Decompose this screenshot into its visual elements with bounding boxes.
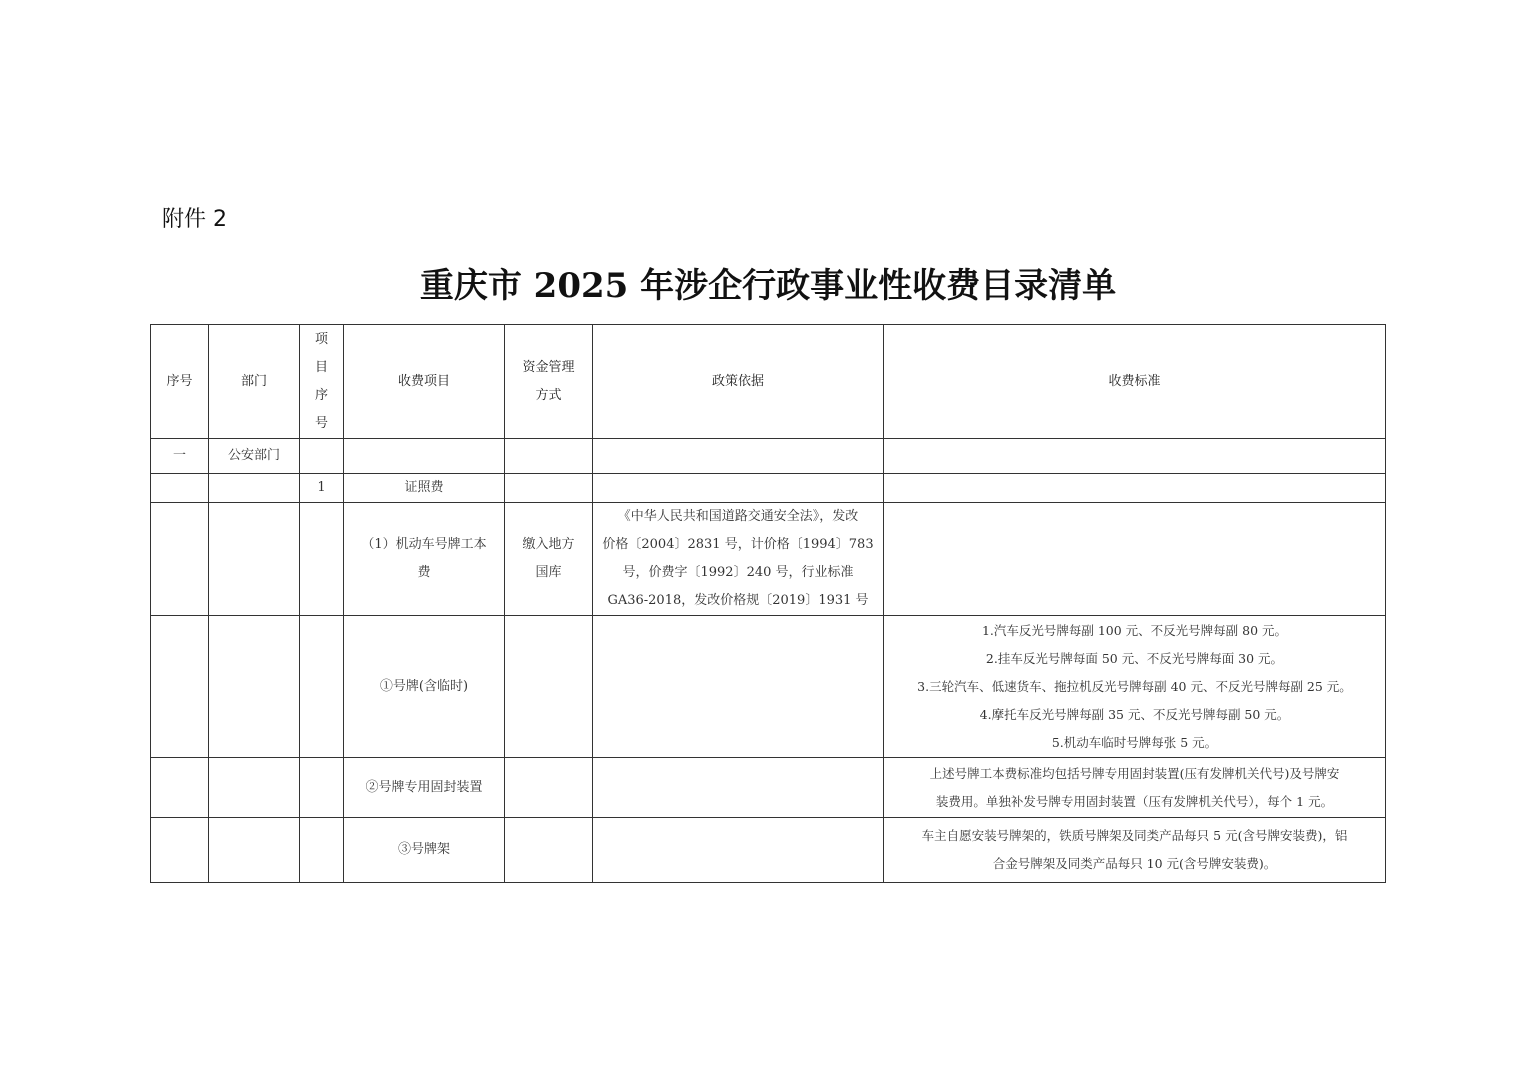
header-standard: 收费标准 — [884, 325, 1386, 439]
table-row — [151, 503, 1386, 616]
cell-dept — [209, 818, 300, 883]
cell-dept — [209, 503, 300, 616]
cell-item-seq — [300, 616, 344, 758]
cell-item: 证照费 — [344, 474, 505, 503]
cell-item-seq: 1 — [300, 474, 344, 503]
cell-policy — [593, 818, 884, 883]
cell-standard — [884, 503, 1386, 616]
header-fund: 资金管理 方式 — [505, 325, 593, 439]
cell-item-seq — [300, 758, 344, 818]
cell-fund: 缴入地方国库 — [505, 503, 593, 616]
cell-item-seq — [300, 503, 344, 616]
header-item-seq: 项 目 序 号 — [300, 325, 344, 439]
cell-seq — [151, 616, 209, 758]
cell-item-seq — [300, 818, 344, 883]
cell-standard — [884, 474, 1386, 503]
cell-dept — [209, 616, 300, 758]
cell-policy: 《中华人民共和国道路交通安全法》，发改 价格〔2004〕2831 号，计价格〔1994〕783 号，价费字〔1992〕240 号，行业标准 GA36-2018，发改价格规〔2019〕1931 号 — [593, 503, 884, 616]
cell-item: ①号牌(含临时) — [344, 616, 505, 758]
fee-table — [150, 324, 1386, 883]
cell-standard: 车主自愿安装号牌架的，铁质号牌架及同类产品每只 5 元(含号牌安装费)，铝 合金号牌架及同类产品每只 10 元(含号牌安装费)。 — [884, 818, 1386, 883]
cell-dept — [209, 474, 300, 503]
table-row — [151, 818, 1386, 883]
cell-fund — [505, 758, 593, 818]
cell-fund — [505, 439, 593, 474]
table-row — [151, 758, 1386, 818]
cell-standard — [884, 439, 1386, 474]
header-row — [151, 325, 1386, 439]
header-item: 收费项目 — [344, 325, 505, 439]
header-policy: 政策依据 — [593, 325, 884, 439]
table-row — [151, 474, 1386, 503]
cell-policy — [593, 474, 884, 503]
cell-seq — [151, 503, 209, 616]
document-title: 重庆市 2025 年涉企行政事业性收费目录清单 — [419, 266, 1117, 306]
cell-fund — [505, 616, 593, 758]
cell-standard: 1.汽车反光号牌每副 100 元、不反光号牌每副 80 元。 2.挂车反光号牌每面 50 元、不反光号牌每面 30 元。 3.三轮汽车、低速货车、拖拉机反光号牌每副 40 元、不反光号牌每副 25 元。 4.摩托车反光号牌每副 35 元、不反光号牌每副 50 元。 5.机动车临时号牌每张 5 元。 — [884, 616, 1386, 758]
cell-standard: 上述号牌工本费标准均包括号牌专用固封装置(压有发牌机关代号)及号牌安 装费用。单独补发号牌专用固封装置（压有发牌机关代号），每个 1 元。 — [884, 758, 1386, 818]
cell-item: ③号牌架 — [344, 818, 505, 883]
table-row — [151, 439, 1386, 474]
cell-dept — [209, 758, 300, 818]
cell-fund — [505, 818, 593, 883]
cell-item — [344, 439, 505, 474]
cell-fund — [505, 474, 593, 503]
attachment-label: 附件 2 — [162, 207, 227, 232]
cell-item-seq — [300, 439, 344, 474]
cell-item: ②号牌专用固封装置 — [344, 758, 505, 818]
cell-seq — [151, 818, 209, 883]
table-row — [151, 616, 1386, 758]
cell-seq: 一 — [151, 439, 209, 474]
cell-seq — [151, 474, 209, 503]
cell-policy — [593, 758, 884, 818]
cell-item: （1）机动车号牌工本费 — [344, 503, 505, 616]
cell-seq — [151, 758, 209, 818]
header-seq: 序号 — [151, 325, 209, 439]
cell-policy — [593, 439, 884, 474]
header-dept: 部门 — [209, 325, 300, 439]
cell-dept: 公安部门 — [209, 439, 300, 474]
cell-policy — [593, 616, 884, 758]
